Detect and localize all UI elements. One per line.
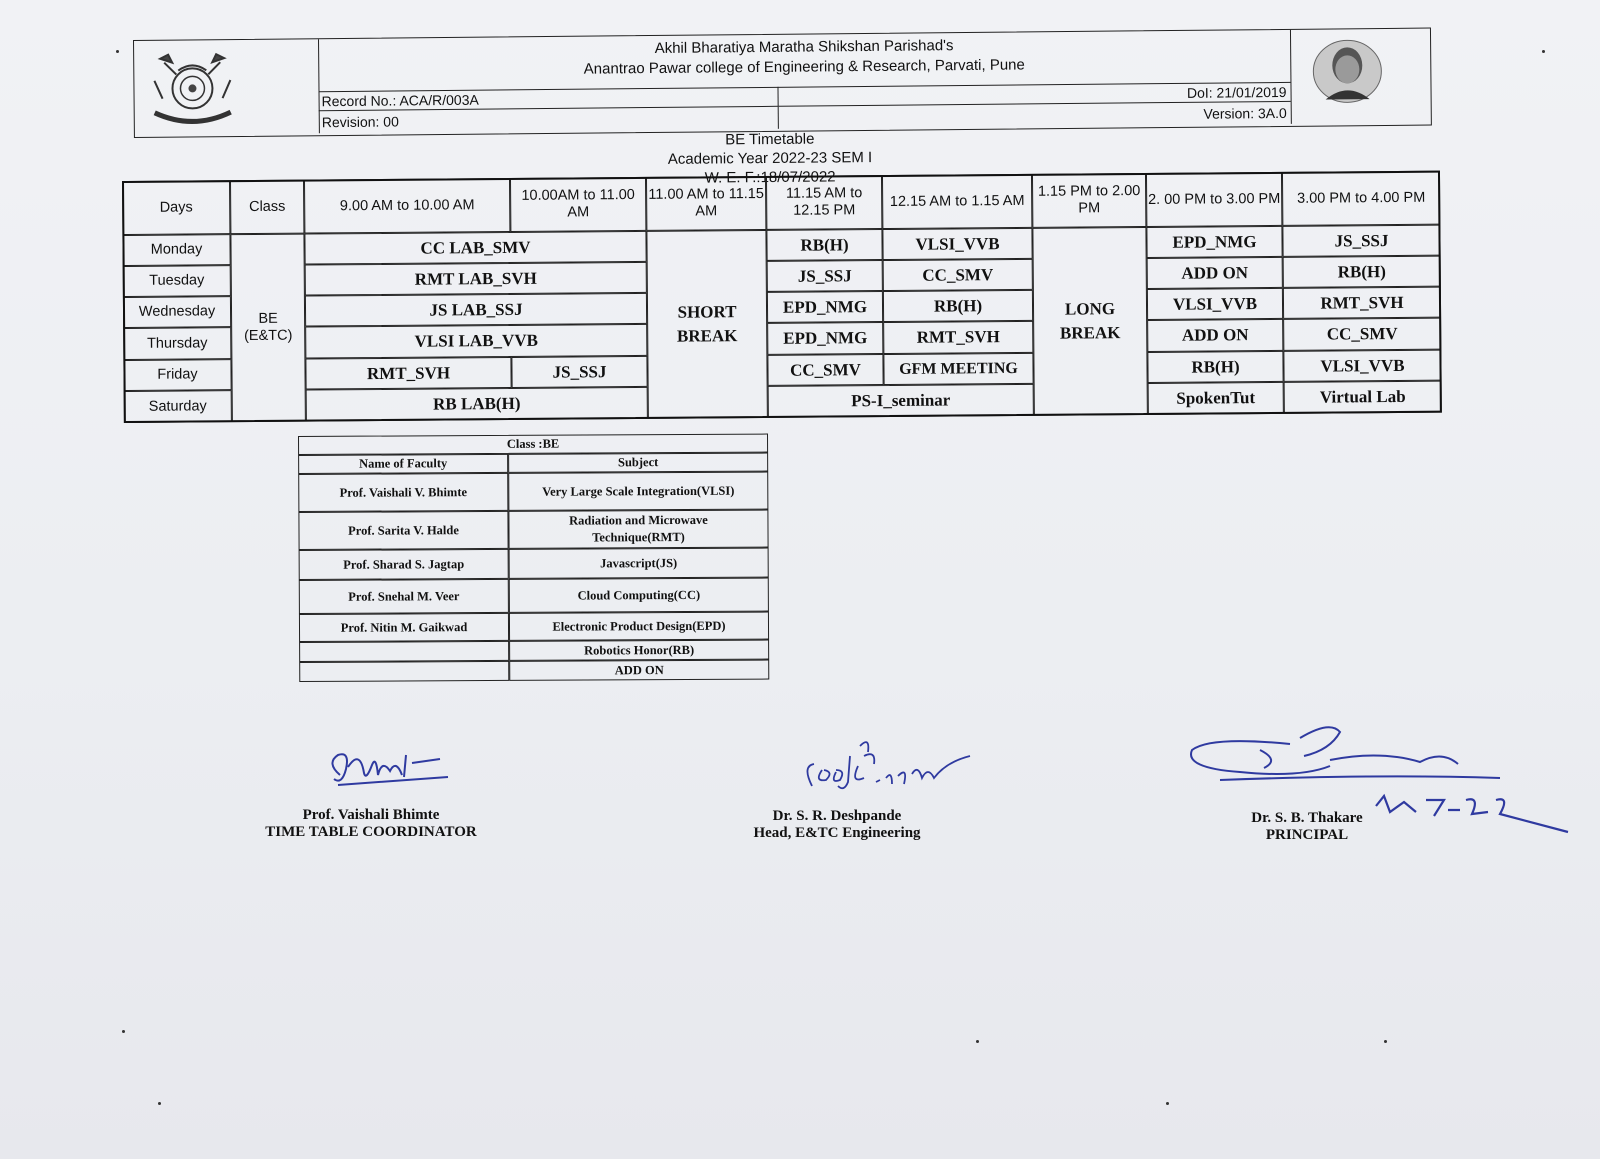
saturday-slot-7: SpokenTut	[1148, 382, 1284, 415]
day-monday: Monday	[122, 234, 230, 266]
saturday-midday: PS-I_seminar	[768, 384, 1034, 418]
faculty-subject: Robotics Honor(RB)	[509, 640, 769, 661]
faculty-table	[298, 434, 769, 682]
paper-speck	[1542, 50, 1545, 53]
hod-signature-block	[722, 808, 952, 842]
principal-signature-block	[1222, 810, 1392, 844]
faculty-name: Prof. Sarita V. Halde	[298, 511, 508, 550]
principal-role: PRINCIPAL	[1265, 827, 1349, 843]
paper-speck	[1166, 1102, 1169, 1105]
faculty-subject: Javascript(JS)	[509, 548, 769, 579]
faculty-name: Prof. Snehal M. Veer	[299, 579, 509, 614]
coordinator-signature	[320, 745, 460, 795]
faculty-name: Prof. Sharad S. Jagtap	[299, 549, 509, 580]
college-emblem-icon	[134, 39, 319, 135]
college-logo	[134, 39, 320, 135]
long-break: LONG BREAK	[1032, 227, 1147, 416]
header-slot-5: 12.15 AM to 1.15 AM	[882, 174, 1032, 229]
coordinator-role: TIME TABLE COORDINATOR	[265, 824, 477, 840]
timetable-grid	[122, 171, 1442, 423]
paper-speck	[122, 1030, 125, 1033]
thursday-morning: VLSI LAB_VVB	[305, 324, 647, 359]
thursday-slot-5: RMT_SVH	[883, 321, 1033, 354]
wednesday-slot-8: RMT_SVH	[1283, 287, 1441, 319]
faculty-subject: Very Large Scale Integration(VLSI)	[508, 472, 768, 511]
tuesday-slot-8: RB(H)	[1283, 256, 1441, 288]
date-of-issue: DoI: 21/01/2019	[778, 82, 1290, 107]
paper-speck	[116, 50, 119, 53]
header-slot-2: 10.00AM to 11.00 AM	[510, 177, 646, 232]
friday-slot-4: CC_SMV	[767, 354, 883, 386]
short-break: SHORT BREAK	[646, 230, 767, 419]
org-name-line1: Akhil Bharatiya Maratha Shikshan Parishad's	[654, 37, 954, 57]
paper-speck	[158, 1102, 161, 1105]
header-slot-4: 11.15 AM to 12.15 PM	[766, 175, 882, 230]
faculty-name	[299, 661, 509, 682]
monday-slot-5: VLSI_VVB	[882, 228, 1032, 260]
faculty-subject: ADD ON	[509, 660, 769, 681]
header-class: Class	[230, 180, 304, 235]
document-header	[133, 28, 1432, 138]
monday-slot-8: JS_SSJ	[1282, 225, 1440, 257]
faculty-class-label: Class :BE	[298, 434, 768, 455]
tuesday-morning: RMT LAB_SVH	[305, 262, 647, 296]
hod-role: Head, E&TC Engineering	[753, 825, 921, 841]
day-thursday: Thursday	[123, 327, 231, 360]
wednesday-slot-5: RB(H)	[883, 290, 1033, 322]
faculty-subject: Radiation and Microwave Technique(RMT)	[508, 510, 768, 549]
record-number: Record No.: ACA/R/003A	[319, 87, 779, 111]
saturday-morning: RB LAB(H)	[306, 387, 648, 422]
version-number: Version: 3A.0	[1203, 104, 1287, 122]
tuesday-slot-7: ADD ON	[1147, 257, 1283, 289]
friday-slot-8: VLSI_VVB	[1283, 350, 1441, 382]
header-slot-6: 1.15 PM to 2.00 PM	[1032, 173, 1146, 228]
header-days: Days	[122, 180, 230, 235]
thursday-slot-4: EPD_NMG	[767, 322, 883, 355]
principal-name: Dr. S. B. Thakare	[1251, 810, 1363, 826]
org-name-line2: Anantrao Pawar college of Engineering & Research, Parvati, Pune	[583, 56, 1025, 78]
revision-number: Revision: 00	[319, 107, 779, 133]
day-saturday: Saturday	[124, 390, 232, 423]
coordinator-signature-block	[236, 807, 506, 841]
thursday-slot-8: CC_SMV	[1283, 318, 1441, 351]
tuesday-slot-5: CC_SMV	[883, 259, 1033, 291]
effective-date: W. E. F.:18/07/2022	[704, 168, 836, 187]
timetable-title: BE Timetable	[725, 130, 815, 149]
wednesday-slot-4: EPD_NMG	[767, 291, 883, 323]
tuesday-slot-4: JS_SSJ	[767, 260, 883, 292]
paper-speck	[1384, 1040, 1387, 1043]
faculty-name-header: Name of Faculty	[298, 454, 508, 474]
faculty-name	[299, 641, 509, 662]
friday-slot-5: GFM MEETING	[883, 353, 1033, 385]
monday-morning: CC LAB_SMV	[304, 231, 646, 265]
faculty-name: Prof. Nitin M. Gaikwad	[299, 613, 509, 642]
header-slot-3: 11.00 AM to 11.15 AM	[646, 176, 766, 231]
coordinator-name: Prof. Vaishali Bhimte	[302, 807, 440, 823]
class-name: BE (E&TC)	[230, 234, 305, 423]
monday-slot-4: RB(H)	[766, 229, 882, 261]
day-tuesday: Tuesday	[123, 265, 231, 297]
monday-slot-7: EPD_NMG	[1146, 226, 1282, 258]
timetable-border	[122, 171, 1442, 423]
paper-speck	[976, 1040, 979, 1043]
friday-slot-2: JS_SSJ	[511, 356, 647, 388]
portrait-icon	[1291, 29, 1430, 124]
hod-name: Dr. S. R. Deshpande	[772, 808, 902, 824]
day-wednesday: Wednesday	[123, 296, 231, 328]
header-slot-8: 3.00 PM to 4.00 PM	[1282, 171, 1440, 226]
header-slot-1: 9.00 AM to 10.00 AM	[304, 178, 510, 234]
faculty-subject-header: Subject	[508, 453, 768, 473]
faculty-name: Prof. Vaishali V. Bhimte	[298, 473, 508, 512]
hod-signature	[800, 726, 1000, 806]
faculty-subject: Cloud Computing(CC)	[509, 578, 769, 613]
faculty-subject: Electronic Product Design(EPD)	[509, 612, 769, 641]
friday-slot-1: RMT_SVH	[305, 357, 511, 390]
thursday-slot-7: ADD ON	[1147, 319, 1283, 352]
header-slot-7: 2. 00 PM to 3.00 PM	[1146, 172, 1282, 227]
academic-year: Academic Year 2022-23 SEM I	[667, 149, 873, 168]
founder-photo	[1290, 29, 1430, 124]
day-friday: Friday	[123, 359, 231, 391]
saturday-slot-8: Virtual Lab	[1284, 381, 1442, 414]
friday-slot-7: RB(H)	[1147, 351, 1283, 383]
wednesday-morning: JS LAB_SSJ	[305, 293, 647, 327]
wednesday-slot-7: VLSI_VVB	[1147, 288, 1283, 320]
